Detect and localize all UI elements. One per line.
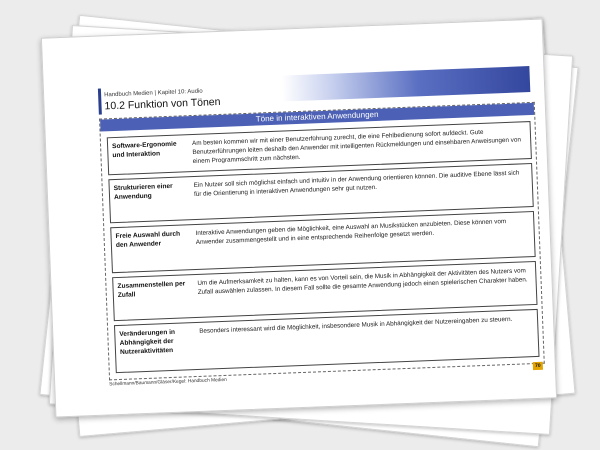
panel-title: Töne in interaktiven Anwendungen [100, 103, 534, 132]
row-description: Ein Nutzer soll sich möglichst einfach und intuitiv in der Anwendung orientieren können. Die auditive Ebene lässt sich für die Orientierung in interaktiven Anwendungen sehr gut nutzen. [193, 169, 520, 199]
row-description: Interaktive Anwendungen geben die Möglichkeit, eine Auswahl an Musikstücken anzubieten. Diese können vom Anwender zusammengestellt und in eine entsprechende Reihenfolge gesetzt werden. [195, 218, 507, 246]
slide-page [41, 19, 557, 418]
row-label: Strukturieren einer Anwendung [113, 182, 173, 202]
page-number-badge: 70 [533, 362, 543, 370]
footer-credit: Schellmann/Baumann/Gläser/Kegel: Handbuch Medien [109, 377, 227, 388]
content-panel [99, 102, 545, 381]
header-accent-bar [98, 89, 102, 115]
row-description: Um die Aufmerksamkeit zu halten, kann es von Vorteil sein, die Musik in Abhängigkeit der Aktivitäten des Nutzers vom Zufall auswählen zulassen. In diesem Fall sollte die gesamte Anwendung jedoch einen spielerischen Charakter haben. [197, 267, 528, 296]
row-label: Freie Auswahl durch den Anwender [115, 230, 181, 250]
page-title: 10.2 Funktion von Tönen [104, 95, 221, 113]
breadcrumb: Handbuch Medien | Kapitel 10: Audio [104, 88, 203, 99]
header-decoration [282, 66, 531, 102]
row-label: Veränderungen in Abhängigkeit der Nutzeraktivitäten [119, 328, 176, 356]
row-description: Am besten kommen wir mit einer Benutzerführung zurecht, die eine Fehlbedienung sofort aufdeckt. Gute Benutzerführungen leiten deshalb den Anwender mit intelligenten Rückmeldungen und einsehbaren Anweisungen von einem Programmschritt zum nächsten. [191, 128, 522, 166]
row-label: Software-Ergonomie und Interaktion [111, 140, 177, 160]
row-description: Besonders interessant wird die Möglichkeit, insbesondere Musik in Abhängigkeit der Nutzereingaben zu steuern. [199, 315, 513, 335]
row-label: Zusammenstellen per Zufall [117, 280, 186, 300]
